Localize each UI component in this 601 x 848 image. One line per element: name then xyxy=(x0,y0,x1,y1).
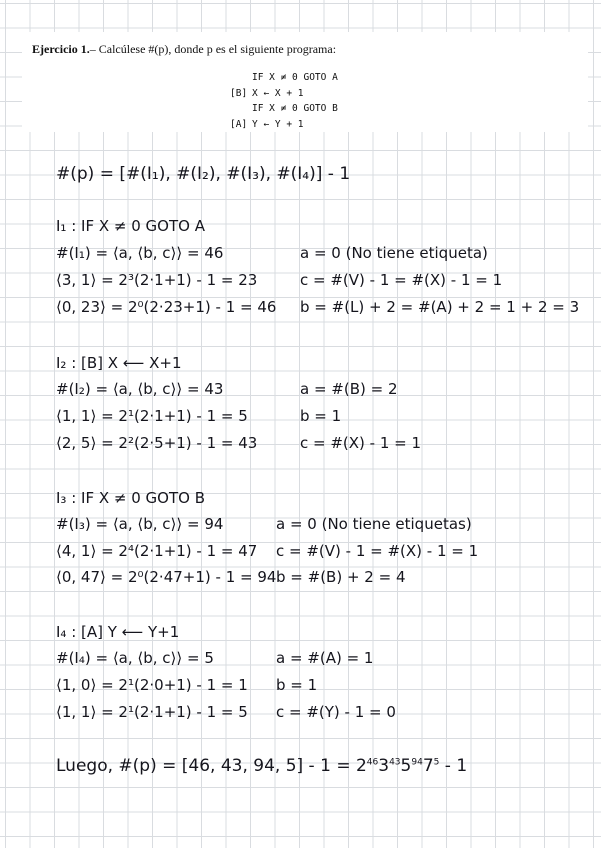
program-line xyxy=(230,86,338,102)
program-line-code: IF X ≠ 0 GOTO B xyxy=(252,103,338,114)
program-line xyxy=(230,101,338,117)
final-tail: - 1 xyxy=(439,756,468,776)
final-exponent: 5 xyxy=(433,757,440,768)
exercise-text: – Calcúlese #(p), donde p es el siguiente programa: xyxy=(89,42,337,56)
i2-row-right: a = #(B) = 2 xyxy=(300,380,398,398)
final-exponent: 43 xyxy=(389,757,401,768)
i4-row-left: ⟨1, 0⟩ = 2¹(2·0+1) - 1 = 1 xyxy=(56,676,248,694)
i2-row-left: #(I₂) = ⟨a, ⟨b, c⟩⟩ = 43 xyxy=(56,380,224,398)
i1-title: I₁ : IF X ≠ 0 GOTO A xyxy=(56,217,205,235)
main-formula: #(p) = [#(I₁), #(I₂), #(I₃), #(I₄)] - 1 xyxy=(56,164,351,184)
i3-row-right: a = 0 (No tiene etiquetas) xyxy=(276,515,472,533)
i1-row-right: b = #(L) + 2 = #(A) + 2 = 1 + 2 = 3 xyxy=(300,298,580,316)
i3-row-left: ⟨4, 1⟩ = 2⁴(2·1+1) - 1 = 47 xyxy=(56,542,258,560)
i2-row-left: ⟨1, 1⟩ = 2¹(2·1+1) - 1 = 5 xyxy=(56,407,248,425)
i3-row-left: #(I₃) = ⟨a, ⟨b, c⟩⟩ = 94 xyxy=(56,515,224,533)
program-line-label: [B] xyxy=(230,87,248,99)
final-result xyxy=(56,756,467,776)
i4-row-left: ⟨1, 1⟩ = 2¹(2·1+1) - 1 = 5 xyxy=(56,703,248,721)
i2-row-right: b = 1 xyxy=(300,407,342,425)
i2-row-left: ⟨2, 5⟩ = 2²(2·5+1) - 1 = 43 xyxy=(56,434,258,452)
i1-row-left: ⟨0, 23⟩ = 2⁰(2·23+1) - 1 = 46 xyxy=(56,298,277,316)
final-base: 7 xyxy=(422,756,434,776)
i1-row-right: a = 0 (No tiene etiqueta) xyxy=(300,244,488,262)
i4-title: I₄ : [A] Y ⟵ Y+1 xyxy=(56,623,180,641)
i4-row-right: b = 1 xyxy=(276,676,318,694)
i3-row-left: ⟨0, 47⟩ = 2⁰(2·47+1) - 1 = 94 xyxy=(56,568,277,586)
i3-row-right: c = #(V) - 1 = #(X) - 1 = 1 xyxy=(276,542,479,560)
i4-row-right: a = #(A) = 1 xyxy=(276,649,374,667)
final-base: 3 xyxy=(378,756,390,776)
exercise-statement xyxy=(32,42,336,57)
i1-row-left: ⟨3, 1⟩ = 2³(2·1+1) - 1 = 23 xyxy=(56,271,258,289)
program-listing xyxy=(230,70,338,132)
i3-row-right: b = #(B) + 2 = 4 xyxy=(276,568,406,586)
final-lhs: Luego, #(p) = [46, 43, 94, 5] - 1 = xyxy=(56,756,356,776)
final-exponent: 46 xyxy=(366,757,379,768)
program-line-code: X ← X + 1 xyxy=(252,87,304,99)
program-line-code: IF X ≠ 0 GOTO A xyxy=(252,72,338,83)
i1-row-right: c = #(V) - 1 = #(X) - 1 = 1 xyxy=(300,271,503,289)
exercise-header xyxy=(22,32,588,132)
final-base: 5 xyxy=(400,756,412,776)
program-line xyxy=(230,70,338,86)
i2-title: I₂ : [B] X ⟵ X+1 xyxy=(56,354,182,372)
i3-title: I₃ : IF X ≠ 0 GOTO B xyxy=(56,489,205,507)
i2-row-right: c = #(X) - 1 = 1 xyxy=(300,434,422,452)
i4-row-right: c = #(Y) - 1 = 0 xyxy=(276,703,396,721)
final-base: 2 xyxy=(355,756,367,776)
program-line-label: [A] xyxy=(230,118,248,130)
program-line xyxy=(230,117,338,133)
final-exponent: 94 xyxy=(411,757,423,768)
i4-row-left: #(I₄) = ⟨a, ⟨b, c⟩⟩ = 5 xyxy=(56,649,214,667)
program-line-code: Y ← Y + 1 xyxy=(252,118,304,130)
exercise-label: Ejercicio 1. xyxy=(32,42,90,56)
i1-row-left: #(I₁) = ⟨a, ⟨b, c⟩⟩ = 46 xyxy=(56,244,224,262)
